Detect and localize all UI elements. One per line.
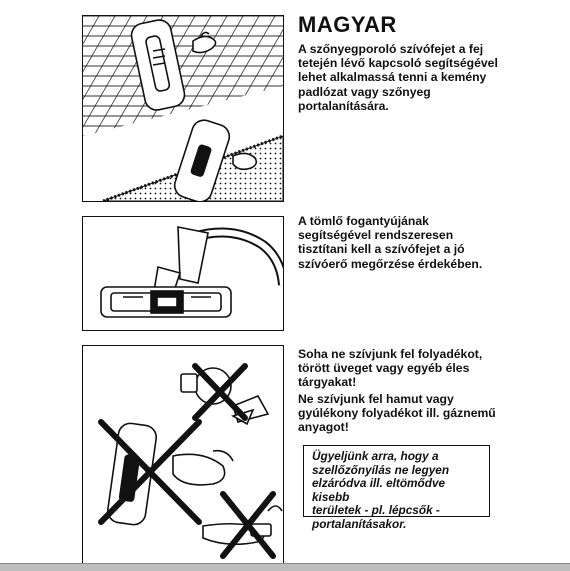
text-line: lehet alkalmassá tenni a kemény [298, 70, 487, 85]
note-line: szellőzőnyílás ne legyen [312, 462, 450, 477]
text-line: A szőnyegporoló szívófejet a fej [298, 42, 484, 56]
hose-cleaning-illustration [83, 217, 283, 330]
illustration-nozzle-floor-carpet [82, 15, 284, 202]
ventilation-note-box [303, 445, 490, 531]
text-line: tetején lévő kapcsoló segítségével [298, 56, 498, 71]
note-line: elzáródva ill. eltömődve kisebb [312, 476, 446, 504]
nozzle-switch-illustration [83, 16, 283, 201]
text-line: portalanítására. [298, 98, 389, 113]
text-line: segítségével rendszeresen [298, 228, 454, 243]
text-line: szívóerő megőrzése érdekében. [298, 256, 483, 271]
note-line: Ügyeljünk arra, hogy a [312, 449, 439, 463]
note-line: portalanításakor. [312, 516, 407, 531]
illustration-prohibited-items [82, 345, 284, 564]
note-line: területek - pl. lépcsők - [312, 503, 440, 518]
liquid-warning [298, 347, 508, 390]
nozzle-switch-instructions [298, 42, 508, 113]
text-line: anyagot! [298, 420, 349, 435]
text-line: Soha ne szívjunk fel folyadékot, [298, 347, 483, 361]
text-line: A tömlő fogantyújának [298, 214, 429, 228]
hose-cleaning-instructions [298, 214, 508, 271]
text-line: tisztítani kell a szívófejet a jó [298, 242, 465, 257]
text-line: padlózat vagy szőnyeg [298, 84, 431, 99]
ash-gas-warning [298, 392, 508, 435]
text-line: tárgyakat! [298, 375, 357, 390]
text-line: Ne szívjunk fel hamut vagy [298, 392, 454, 406]
language-heading: MAGYAR [298, 12, 397, 37]
illustration-hose-handle-cleaning [82, 216, 284, 331]
text-line: gyúlékony folyadékot ill. gáznemű [298, 406, 496, 421]
prohibited-items-illustration [83, 346, 283, 563]
text-line: törött üveget vagy egyéb éles [298, 361, 470, 376]
